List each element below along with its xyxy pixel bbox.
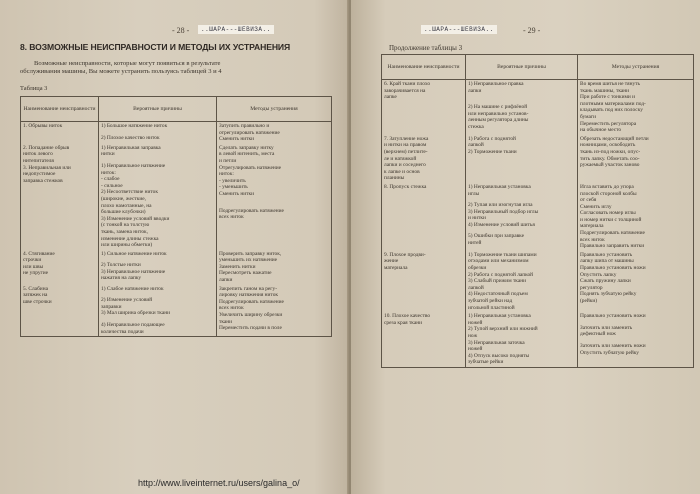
cell-line: плохо намотанные, на xyxy=(101,202,152,209)
cell-line: и петли xyxy=(219,157,237,164)
methods-cell xyxy=(578,251,694,312)
cell-line: Заточить или заменить ножи xyxy=(580,342,646,349)
cell-line: 4) Недостаточный подъем xyxy=(468,291,528,298)
cell-line: Правильно установить ножи xyxy=(580,313,646,320)
cell-line: Увеличить ширину обрезки xyxy=(219,312,283,319)
cell-line: 3) Неправильная заточка xyxy=(468,339,525,346)
cell-line: всех ниток xyxy=(580,236,605,243)
cell-line: Переместить подачи в поле xyxy=(219,325,282,332)
causes-cell xyxy=(99,250,217,285)
cell-line: Опустить зубчатую рейку xyxy=(580,349,639,356)
cell-line: ружаемый участок заново xyxy=(580,162,640,169)
left-page-stamp: ..ШАРА---ШЕВИЗА.. xyxy=(198,25,274,34)
cell-line: 1) Сильное натяжение ниток xyxy=(101,250,167,257)
faults-table-right xyxy=(381,54,694,368)
table-continuation-title: Продолжение таблицы 3 xyxy=(389,44,463,52)
table-row xyxy=(21,144,332,250)
cell-line: нитей xyxy=(468,240,482,247)
cell-line: игольной пластиной xyxy=(468,304,515,311)
cell-line: 1) Работа с поднятой xyxy=(468,135,516,142)
cell-line: Поднять зубчатую рейку xyxy=(580,291,637,298)
cell-line: Закрепить ганом на регу- xyxy=(219,285,277,292)
cell-line: на обычное место xyxy=(580,127,622,134)
cell-line: Заменить нитки xyxy=(219,263,256,270)
cell-line: Сменить иглу xyxy=(580,203,612,210)
cell-line: 6. Край ткани плохо xyxy=(384,81,431,87)
cell-line: 9. Плохое продви- xyxy=(384,251,426,258)
right-page-number: - 29 - xyxy=(523,26,541,35)
fault-cell xyxy=(382,135,466,183)
fault-cell xyxy=(21,144,99,250)
cell-line: обрезки xyxy=(468,265,487,272)
cell-line: 3) Слабый прижим ткани xyxy=(468,278,527,285)
cell-line: планины xyxy=(384,175,405,182)
cell-line: лапкой xyxy=(468,284,484,291)
causes-cell xyxy=(466,183,578,251)
cell-line: строчки xyxy=(23,257,42,264)
cell-line: Сменить нитки xyxy=(219,136,254,143)
cell-line: 5) Ошибки при заправке xyxy=(468,233,525,240)
cell-line: к лапке и основ xyxy=(384,168,420,175)
table-row xyxy=(21,122,332,144)
cell-line: ткань из-под ножки, опус- xyxy=(580,148,641,155)
left-page-number: - 28 - xyxy=(172,26,190,35)
cell-line: недопустимое xyxy=(23,171,56,178)
cell-line: иглы xyxy=(468,190,480,197)
cell-line: материала xyxy=(580,223,604,230)
table-row xyxy=(382,312,694,367)
cell-line: лапкой xyxy=(468,142,484,149)
cell-line: бумаги xyxy=(580,113,597,120)
cell-line: плоской стороной колбы xyxy=(580,190,637,197)
cell-line: материала xyxy=(384,265,408,272)
cell-line: 4) Неправильное подающее xyxy=(101,322,165,329)
cell-line: Во время шитья не тянуть xyxy=(580,81,640,87)
right-page-stamp: ..ШАРА---ШЕВИЗА.. xyxy=(421,25,497,34)
cell-line: в левой нитенить, места xyxy=(219,151,275,158)
cell-line: нож xyxy=(468,332,478,339)
cell-line: ножей xyxy=(468,319,483,326)
cell-line: (верхнем) петлите- xyxy=(384,148,428,155)
cell-line: нитки xyxy=(101,151,115,158)
cell-line: 5. Слабина xyxy=(23,285,48,292)
causes-cell xyxy=(466,80,578,135)
table-label: Таблица 3 xyxy=(20,85,48,92)
cell-line: 1) Неправильное натяжение xyxy=(101,162,166,169)
cell-line: или неправильно установ- xyxy=(468,110,529,117)
causes-cell xyxy=(99,122,217,144)
cell-line: дефектный нож xyxy=(580,331,616,338)
cell-line: При работе с тонкими и xyxy=(580,94,636,101)
cell-line: 2) Тупая или изогнутая игла xyxy=(468,202,533,209)
table-row xyxy=(21,285,332,337)
cell-line: 4. Стягивание xyxy=(23,250,55,257)
cell-line: 3) Неправильный подбор иглы xyxy=(468,208,539,215)
cell-line: 10. Плохое качество xyxy=(384,313,431,320)
cell-line: Игла вставить до упора xyxy=(580,183,634,190)
cell-line: - уменьшить xyxy=(219,184,248,191)
cell-line: Правильно установить ножи xyxy=(580,265,646,272)
faults-table-left xyxy=(20,96,332,337)
cell-line: Проверить заправку ниток, xyxy=(219,250,282,257)
methods-cell xyxy=(578,135,694,183)
cell-line: ножей xyxy=(468,346,483,353)
cell-line: стежка xyxy=(468,123,484,130)
cell-line: - увеличить xyxy=(219,177,246,184)
cell-line: лапки xyxy=(468,87,482,94)
cell-line: ленным регулятора длины xyxy=(468,117,529,124)
cell-line: Затупить правильно и xyxy=(219,123,270,129)
cell-line: 3) Изменение условий вводки xyxy=(101,215,170,222)
cell-line: ниток: xyxy=(219,171,234,178)
cell-line: зубчатые рейки xyxy=(468,359,504,366)
cell-line: 2) Торможение ткани xyxy=(468,148,517,155)
header-fault: Наименование неисправности xyxy=(382,55,466,80)
header-causes: Вероятные причины xyxy=(99,97,217,122)
cell-line: ткань, замена ниток, xyxy=(101,228,148,235)
cell-line: тить лапку. Обметать соо- xyxy=(580,155,640,162)
cell-line: Сжать пружину лапки xyxy=(580,278,631,285)
cell-line: (широкие, жесткие, xyxy=(101,195,146,202)
header-causes: Вероятные причины xyxy=(466,55,578,80)
table-row xyxy=(382,251,694,312)
methods-cell xyxy=(578,183,694,251)
cell-line: 2) Тупой верхний или нижний xyxy=(468,326,538,333)
cell-line: 8. Пропуск стежка xyxy=(384,183,427,190)
cell-line: (рейки) xyxy=(580,298,598,304)
cell-line: ниток левого xyxy=(23,151,53,158)
cell-line: нажатия на лапку xyxy=(101,275,142,282)
methods-cell xyxy=(217,250,332,285)
causes-cell xyxy=(99,144,217,250)
cell-line: жение xyxy=(384,258,399,265)
methods-cell xyxy=(578,312,694,367)
cell-line: заправка стежков xyxy=(23,177,63,184)
cell-line: 2) Работа с поднятой лапкой xyxy=(468,271,534,278)
fault-cell xyxy=(21,285,99,337)
methods-cell xyxy=(217,122,332,144)
cell-line: уменьшить их натяжение xyxy=(219,257,278,264)
section-heading: 8. ВОЗМОЖНЫЕ НЕИСПРАВНОСТИ И МЕТОДЫ ИХ УСТРАНЕНИЯ xyxy=(20,42,291,52)
cell-line: среза края ткани xyxy=(384,319,423,326)
cell-line: Заточить или заменить xyxy=(580,324,633,331)
cell-line: 1) Неправильная заправка xyxy=(101,144,161,151)
cell-line: 4) Изменение условий шитья xyxy=(468,221,535,228)
cell-line: Правильно установить xyxy=(580,251,633,258)
cell-line: шве строчки xyxy=(23,298,52,305)
right-page xyxy=(351,0,700,494)
cell-line: зубчатой рейки над xyxy=(468,298,513,304)
causes-cell xyxy=(466,251,578,312)
cell-line: 1) Торможение ткани шипами xyxy=(468,251,537,258)
cell-line: отходами или механизмом xyxy=(468,258,529,265)
cell-line: 7. Затупление ножа xyxy=(384,135,429,142)
cell-line: от себя xyxy=(580,197,597,204)
cell-line: Сделать заправку нитку xyxy=(219,144,274,151)
left-page xyxy=(0,0,349,494)
methods-cell xyxy=(578,80,694,135)
cell-line: или ширины обметки) xyxy=(101,242,153,249)
cell-line: ткань машины, ткани xyxy=(580,87,630,94)
intro-text: Возможные неисправности, которые могут появиться в результате обслуживания машины, Вы можете устранить пользуясь таблицей 3 и 4 xyxy=(20,60,222,75)
cell-line: 2) На машине с рифлёной xyxy=(468,104,528,111)
cell-line: и номер нитки с толщиной xyxy=(580,216,642,223)
table-row xyxy=(382,135,694,183)
cell-line: лировку натяжения ниток xyxy=(219,292,279,299)
header-methods: Методы устранения xyxy=(217,97,332,122)
cell-line: нитепитателя xyxy=(23,157,54,164)
table-row xyxy=(382,183,694,251)
cell-line: и нитки xyxy=(468,215,486,222)
table-row xyxy=(21,250,332,285)
cell-line: кладывать под них полоску xyxy=(580,107,643,114)
cell-line: Опустить лапку xyxy=(580,271,617,278)
cell-line: всех ниток xyxy=(219,305,244,312)
source-url: http://www.liveinternet.ru/users/galina_o/ xyxy=(138,478,300,488)
cell-line: не упругие xyxy=(23,270,49,277)
cell-line: 2) Толстые нитки xyxy=(101,262,141,269)
cell-line: 2) Несоответствие ниток xyxy=(101,189,158,196)
cell-line: лапки и соседнего xyxy=(384,162,426,169)
cell-line: заправки xyxy=(101,303,122,310)
cell-line: Подрегулировать натяжение xyxy=(580,230,645,237)
cell-line: (с тонкой на толстую xyxy=(101,222,150,229)
table-row xyxy=(382,80,694,135)
fault-cell xyxy=(382,251,466,312)
causes-cell xyxy=(466,135,578,183)
cell-line: 3) Неправильное натяжение xyxy=(101,268,166,275)
cell-line: 2) Изменение условий xyxy=(101,297,153,304)
header-methods: Методы устранения xyxy=(578,55,694,80)
cell-line: Сменить нитки xyxy=(219,190,254,197)
cell-line: 1) Неправильная установка xyxy=(468,183,531,190)
cell-line: 1. Обрывы ниток xyxy=(23,123,63,129)
cell-line: всех ниток xyxy=(219,214,244,221)
cell-line: и нитки на правом xyxy=(384,142,427,149)
cell-line: плотными материалами под- xyxy=(580,100,646,107)
cell-line: ножницами, освободить xyxy=(580,142,636,149)
methods-cell xyxy=(217,144,332,250)
cell-line: ткани xyxy=(219,318,233,325)
fault-cell xyxy=(382,183,466,251)
cell-line: 1) Неправильное правка xyxy=(468,81,524,87)
cell-line: - сильное xyxy=(101,182,123,189)
cell-line: лапки xyxy=(219,277,233,284)
cell-line: заворачивается на xyxy=(384,87,426,94)
cell-line: Согласовать номер иглы xyxy=(580,210,636,217)
cell-line: 3) Мал ширина обрезки ткани xyxy=(101,310,170,317)
cell-line: 1) Большое натяжение ниток xyxy=(101,123,168,129)
cell-line: регулятор xyxy=(580,284,603,291)
fault-cell xyxy=(382,80,466,135)
cell-line: 2. Попадание обрыв xyxy=(23,144,70,151)
cell-line: - слабое xyxy=(101,176,120,183)
cell-line: лапке xyxy=(384,94,397,101)
fault-cell xyxy=(21,122,99,144)
cell-line: изменение длины стежка xyxy=(101,235,159,242)
cell-line: количества подачи xyxy=(101,328,144,335)
cell-line: или швы xyxy=(23,263,44,270)
cell-line: Подрегулировать натяжение xyxy=(219,298,284,305)
cell-line: Обрезать недостающий петли xyxy=(580,135,649,142)
cell-line: 1) Неправильная установка xyxy=(468,313,531,320)
cell-line: ле и натяжкой xyxy=(384,155,417,162)
header-fault: Наименование неисправности xyxy=(21,97,99,122)
cell-line: 2) Плохое качество ниток xyxy=(101,134,160,141)
cell-line: большие клубочки) xyxy=(101,209,146,216)
cell-line: затяжек на xyxy=(23,292,48,299)
fault-cell xyxy=(21,250,99,285)
cell-line: Правильно заправить нитки xyxy=(580,243,645,250)
cell-line: ниток: xyxy=(101,169,116,176)
cell-line: 1) Слабое натяжение ниток xyxy=(101,285,164,292)
methods-cell xyxy=(217,285,332,337)
cell-line: Переместить регулятора xyxy=(580,120,637,127)
fault-cell xyxy=(382,312,466,367)
cell-line: 4) Отпуск высоко подняты xyxy=(468,352,530,359)
cell-line: Отрегулировать натяжение xyxy=(219,164,282,171)
cell-line: отрегулировать натяжение xyxy=(219,129,280,136)
cell-line: Пересмотреть нажатие xyxy=(219,270,272,277)
causes-cell xyxy=(99,285,217,337)
cell-line: лапку шипа от машины xyxy=(580,258,634,265)
cell-line: 3. Неправильная или xyxy=(23,164,71,171)
cell-line: Подрегулировать натяжение xyxy=(219,207,284,214)
causes-cell xyxy=(466,312,578,367)
